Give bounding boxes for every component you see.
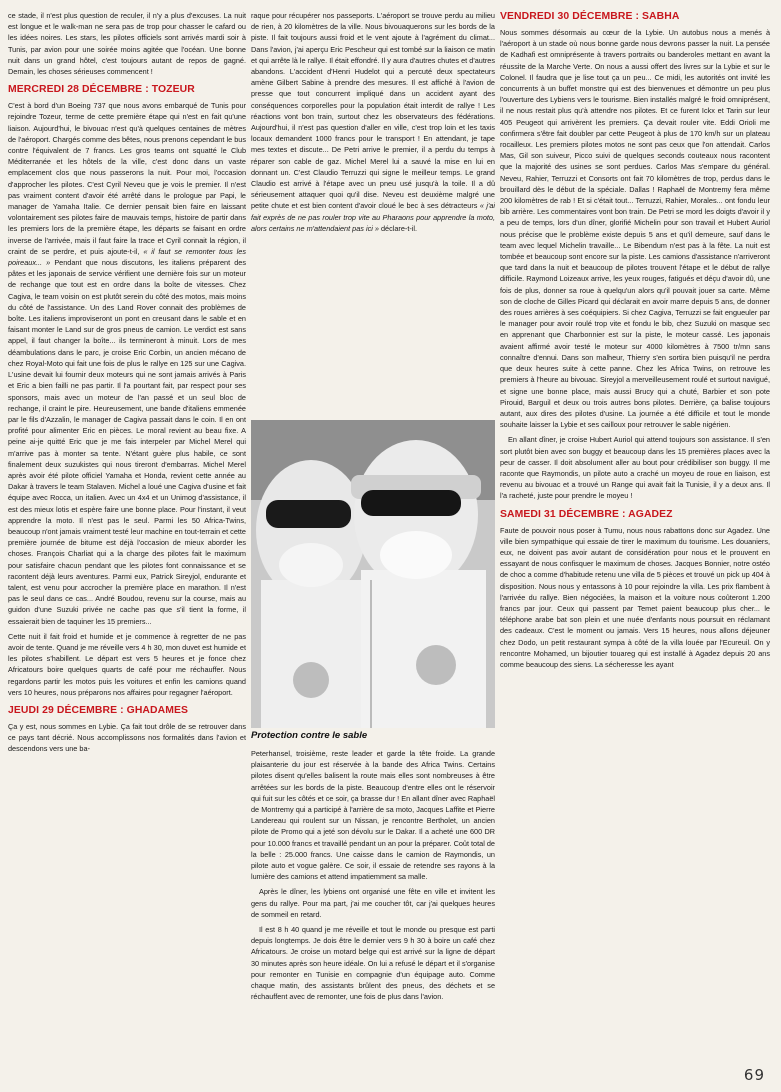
sabha-paragraph-2: En allant dîner, je croise Hubert Auriol qui attend toujours son assistance. Il s'en sort plutôt bien avec son buggy et beaucoup dans les 15 premières places avec la peur de casser. Il doit absolument aller au bout pour crédibiliser son buggy. Il me raconte que Raymondis, un pilote auto a craché un moyeu de roue en liaison, est revenu au bivouac et a trouvé un Range qui avait fait la Tunisie, il y a deux ans. Il l'a racheté, juste pour prendre le moyeu ! — [500, 435, 770, 501]
intro-paragraph: ce stade, il n'est plus question de reculer, il n'y a plus d'excuses. La nuit est longue et le walk-man ne sera pas de trop pour chasser le cafard ou les idées noires. Les stars, les pilotes officiels sont arrivés mardi soir à Tunis, par avion pour une soirée moins agitée que l'océan. Une bonne nuit dans un grand hôtel, c'est toujours autant de repos de gagné. Demain, les choses sérieuses commencent ! — [8, 11, 246, 77]
section-heading-jeudi: JEUDI 29 DÉCEMBRE : GHADAMES — [8, 704, 189, 716]
ghadames-paragraph-3: Après le dîner, les lybiens ont organisé une fête en ville et invitent les gens du rallye. Pour ma part, j'ai me coucher tôt, car j'ai quelques heures de sommeil en retard. — [251, 887, 495, 919]
ghadames-paragraph-2: Peterhansel, troisième, reste leader et garde la tête froide. La grande plaisanterie du jour est réservée à la bande des Africa Twins. Certains pilotes disent qu'elles balisent la route mais elles sont nombreuses à être arrêtées sur les bords de la piste. Beaucoup d'entre elles ont le réservoir qui fuit sur les côtés et ce soir, ça brasse dur ! En allant dîner avec Raphaël de Montremy qui a participé à l'arrière de sa moto, Jacques Laffite et Pierre Landereau qui roulent sur un Nissan, je rencontre Bertholet, un ancien pilote de Promo qui a jeté son dévolu sur le Dakar. Il a acheté une 600 DR pour 10.000 francs et travaillé pendant un an pour la préparer. Coût total de la belle : 25.000 francs. Une caisse dans le camion de Raymondis, un pilote auto et vogue galère. Ce soir, il essaie de retendre ses rayons à la lumière des camions et attend impatiemment sa malle. — [251, 749, 495, 882]
ghadames-paragraph: Ça y est, nous sommes en Lybie. Ça fait tout drôle de se retrouver dans ce pays tant décrié. Nous accomplissons nos formalités dans l'avion et descendons vers une ba- — [8, 721, 246, 754]
tozeur-paragraph-2: Cette nuit il fait froid et humide et je commence à regretter de ne pas avoir de tente. Quand je me réveille vers 4 h 30, mon duvet est humide et les pilotes s'habillent. Le départ est vers 5 heures et je fonce chez Africatours boire quelques quarts de café pour me réchauffer. Nous regardons partir les motos puis les voitures et enfin les camions quand vers 10 heures, nous préparons nos affaires pour regagner l'aéroport. — [8, 631, 246, 697]
page-number: 69 — [743, 1066, 765, 1084]
photo-illustration — [251, 420, 495, 728]
ghadames-paragraph-4: Il est 8 h 40 quand je me réveille et tout le monde ou presque est parti depuis longtemps. Je dois être le dernier vers 9 h 30 à boire un café chez Africatours. Je croise un motard belge qui est arrivé sur la ligne de départ 30 minutes après son heure idéale. On lui a refusé le départ et il s'organise pour remonter en Tunisie en compagnie d'un équipage auto. Comme chaque matin, des assistants brûlent des pneus, des déchets et se réchauffent avec de remonter, une fois de plus dans l'avion. — [251, 925, 495, 1002]
column-3 — [500, 10, 770, 1082]
photo-riders-masks — [251, 420, 495, 728]
section-heading-vendredi: VENDREDI 30 DÉCEMBRE : SABHA — [500, 11, 680, 22]
section-heading-samedi: SAMEDI 31 DÉCEMBRE : AGADEZ — [500, 508, 673, 520]
section-heading-mercredi: MERCREDI 28 DÉCEMBRE : TOZEUR — [8, 84, 195, 96]
photo-caption: Protection contre le sable — [251, 730, 368, 741]
quote-neveu-2: « j'ai fait exprès de ne pas rouler trop vite au Pharaons pour apprendre la moto, alors certains ne m'attendaient pas ici » — [251, 201, 495, 233]
ghadames-paragraph-continued: raque pour récupérer nos passeports. L'aéroport se trouve perdu au milieu de rien, à 20 kilomètres de la ville. Nous bivouaquerons sur les bords de la piste. Il fait toujours aussi froid et le vent ajoute à l'agrément du climat... Dans l'avion, j'ai aperçu Eric Pescheur qui est tombé sur la liaison ce matin et qui arrête là le rallye. Il était effondré. Il y aura d'autres chutes et d'autres abandons. L'accident d'Henri Hudelot qui a percuté deux spectateurs amène Gilbert Sabine à prendre des mesures. Il est affiché à l'avion de presse que tout concurrent impliqué dans un accident ayant des conséquences corporelles pour la population était interdit de rallye ! Les réactions vont bon train, surtout chez les observateurs des fédérations. Aujourd'hui, il n'est pas question d'aller en ville, c'est trop loin et les taxis locaux demandent 1000 francs pour le transport ! En attendant, je tape mes textes et discute... De Petri arrive le premier, il a perdu du temps à réparer son cable de gaz. Michel Merel lui a sauvé la mise en lui en donnant un. C'est Claudio Terruzzi qui signe le meilleur temps. Le grand Claudio est arrivé à l'étape avec un pneu usé jusqu'à la toile. Il a dû sérieusement attaquer quoi qu'il dise. Neveu est deuxième malgré une petite chute et est bien content d'avoir cloué le bec à ses détracteurs « j'ai fait exprès de ne pas rouler trop vite au Pharaons pour apprendre la moto, alors certains ne m'attendaient pas ici » déclare-t-il. — [251, 11, 495, 233]
sabha-paragraph: Nous sommes désormais au cœur de la Lybie. Un autobus nous a menés à l'aéroport à un stade où nous bonne garde nous devrons passer la nuit. La pensée de Kadhafi est omniprésente à travers portraits ou banderoles mettant en avant la réussite de la Marche Verte. On nous a aussi offert des livres sur la Lybie et sur le Colonel. Il faudra que je lise tout ça un peu... Ce midi, les autorités ont invité les concurrents à un buffet monstre qui est des bienvenues et démontre un peu plus l'ouverture des Lybiens vers le tourisme. Bien installés malgré le froid omniprésent, il ne nous restait plus qu'à attendre nos pilotes. Et ce furent Ickx et Tarin sur leur 405 Peugeot qui arrivèrent les premiers. Ça devait rouler vite. Eddi Orioli me confirmera s'être fait doubler par cette Peugeot à plus de 170 km/h sur un plateau rocailleux. Les premiers pilotes motos ne sont pas ceux que l'on attendait. Carlos Mas, Gil son suiveur, Picco suivi de quelques seconds couteaux nous racontent que la majorité des usines se sont perdues. Carlos Mas s'empare du général. Neveu, Rahier, Terruzzi et Consorts ont fait 70 kilomètres de trop, perdus dans le brouillard dès le début de la spéciale. Dallas ! Raphaël de Montremy fera même 200 kilomètres de rab ! Et si c'était tout... Terruzzi, Rahier, Morales... ont fondu leur bib arrière. Les commentaires vont bon train. De Petri se mord les doigts d'avoir il y a peu de temps, lors d'un dîner, glorifié Michelin pour son travail et Hubert Auriol nous précise que le problème existe depuis 5 ans et qu'il demeure, sauf dans le team avec lequel Michelin travaille... Le Bibendum n'est pas à la fête. La nuit est tombée et beaucoup sont encore sur la piste. Les camions d'assistance n'arriveront que tard dans la nuit et beaucoup de pilotes trouvent l'étape et le début de rallye difficile. Raymond Loizeaux arrive, les yeux rouges, fatigués et déçu d'avoir dû, une fois de plus, donner sa roue à quelqu'un alors qu'il pouvait jouer sa carte. Même son de cloche de Gilles Picard qui déclarait en avoir marre depuis 5 ans, de donner des roues arrières à ses coéquipiers. Si chez Cagiva, Terruzzi se fait engueuler par le manager pour avoir roulé trop vite et fondu le bib, chez Suzuki on masque sec en apprenant que Charbonnier est sur la piste, le moteur cassé. Les japonais avaient affirmé avoir testé le moteur sur 4000 kilomètres à 7500 tr/mn sans connaître d'ennui. Dans son malheur, Thierry s'en sortira bien puisqu'il ne perdra que deux heures suite à cette panne. Chez les Africa Twins, on retrouve les premiers à l'heure au bivouac. Sireyjol a merveilleusement roulé et surtout navigué, et signe une bonne place, mais aussi Brucy qui a chuté, Barbier et son pote Pirouid, Barguil et deux ou trois autres bons pilotes. Derrière, ça balise toujours autant, aux dires des pilotes d'usine. La journée a été difficile et tout le monde souhaite laisser la Lybie et ses cailloux pour retrouver le sable nigérien. — [500, 28, 770, 430]
tozeur-paragraph: C'est à bord d'un Boeing 737 que nous avons embarqué de Tunis pour rejoindre Tozeur, terme de cette première étape qui n'est en fait qu'une liaison. Aujourd'hui, le bivouac n'est qu'à quelques centaines de mètres de l'aéroport. Chargés comme des bêtes, nous prenons cependant le bus contre l'équivalent de 7 francs. Les gros teams ont squatté le Club Méditerranée et les hôtels de la ville, c'est donc dans un vaste emplacement clos que nous passerons la nuit. Pour moi, l'occasion d'approcher les pilotes. C'est Cyril Neveu que je vois le premier. Il n'est pas vraiment content d'avoir été arrêté dans le prologue par Papi, le manager de Yamaha Italie. Ce dernier pensait bien faire en laissant volontairement ses pilotes faire de mauvais temps, histoire de partir dans les premiers lors de la première étape, les départs se faisant en ordre inverse de l'arrivée, mais il faut faire la trace et Cyril connait la région, il craint de se perdre, et puis ajoute-t-il, « il faut se remonter tous les poireaux... » Pendant que nous discutons, les italiens préparent des pâtes et les japonais de service vérifient une dernière fois sur un moteur de rechange que tout est en ordre dans la boîte de vitesses. Chez Cagiva, le team voisin on est plutôt serein du côté des motos, mais moins du côté de l'assistance. Un des Land Rover connait des problèmes de boîte. Les italiens improviseront un pont en creusant dans le sable et en faisant monter le Land sur de gros pneus de camion. Le verdict est sans appel, il faut changer la boîte... ils termineront à minuit. Lors de mes déambulations dans le parc, je croise Eric Corbin, un ancien mécano de chez Royal-Moto qui fait une fois de plus le rallye en 125 sur une Cagiva. L'usine devait lui fournir deux moteurs qui ne sont jamais arrivés à Paris et Eric a bien failli ne pas partir. Il l'a pourtant fait, par respect pour ses sponsors, mais avec un moteur de l'an passé et un seul bloc de rechange, il craint le pire. Heureusement, une bande d'italiens emmenée par le fils d'Azzalin, le manager de Cagiva passait dans le coin. Il en ont profité pour alimenter Eric en pièces. Le moral revient au beau fixe. A peine ai-je quitté Eric que je me fais interpeler par Michel Merel qui m'arrive pas à monter sa tente. N'étant guère plus habile, ce sont finalement deux suzukistes qui nous tireront d'embarras. Michel Merel après avoir été pilote officiel Yamaha et Honda, revient cette année au Dakar à travers le team Stalaven. Michel a loué une Cagiva d'usine et fait équipe avec Rocca, un italien. Avec un 4x4 et un Unimog d'assistance, il est des mieux lotis et espère faire une bonne place. Pour l'instant, il veut apprendre la moto. Il n'est pas le seul. Parmi les 50 Africa-Twins, beaucoup n'ont jamais vraiment testé leur machine en tout-terrain et cette première journée de bitume est déjà l'occasion de mieux aborder les choses. François Charliat qui a la charge des pilotes fait le maximum pour satisfaire chacun pendant que les pilotes font connaissance et se racontent déjà leurs aventures. Parmi eux, Patrick Sireyjol, endurante et talent, est venu pour accrocher la première place en marathon. Il n'est pas le seul dans ce cas... André Boudou, revenu sur la course, mais au guidon d'une Suzuki privée ne cache pas que s'il tient la forme, il essaierait bien de taquiner les 15 premiers... — [8, 101, 246, 626]
column-2-bottom — [251, 748, 495, 1068]
quote-neveu: « il faut se remonter tous les poireaux... » — [8, 246, 246, 268]
column-1 — [8, 10, 246, 1082]
column-2-top — [251, 10, 495, 416]
agadez-paragraph: Faute de pouvoir nous poser à Tumu, nous nous rabattons donc sur Agadez. Une ville bien sympathique qui essaie de tirer le maximum du tourisme. Les douaniers, eux, ne doivent pas avoir autant de considération pour nous et le prouvent en essayant de nous confisquer le maximum de choses. Jacques Bonnier, notre ostéo de choc a comme d'habitude retenu une villa de 5 pièces et trouvé un pick up 404 à disposition. Nous nous y entassons à 10 pour rejoindre la villa. Les prix flambent à l'arrivée du rallye. Bien négociées, la maison et la voiture nous coûteront 1.200 francs par jour. Ceux qui passent par Temet paient beaucoup plus cher... le téléphone arabe bat son plein et une nuée d'enfants nous poursuit en réclamant des cadeaux. C'est le moment ou jamais. Vers 15 heures, nous allons déjeuner chez Dodo, un petit restaurant sympa à côté de la villa louée par l'Ecureuil. On y rencontre Mohamed, un bijoutier touareg qui est installé à Agadez depuis 20 ans comme beaucoup des siens. La sécheresse les ayant — [500, 525, 770, 669]
